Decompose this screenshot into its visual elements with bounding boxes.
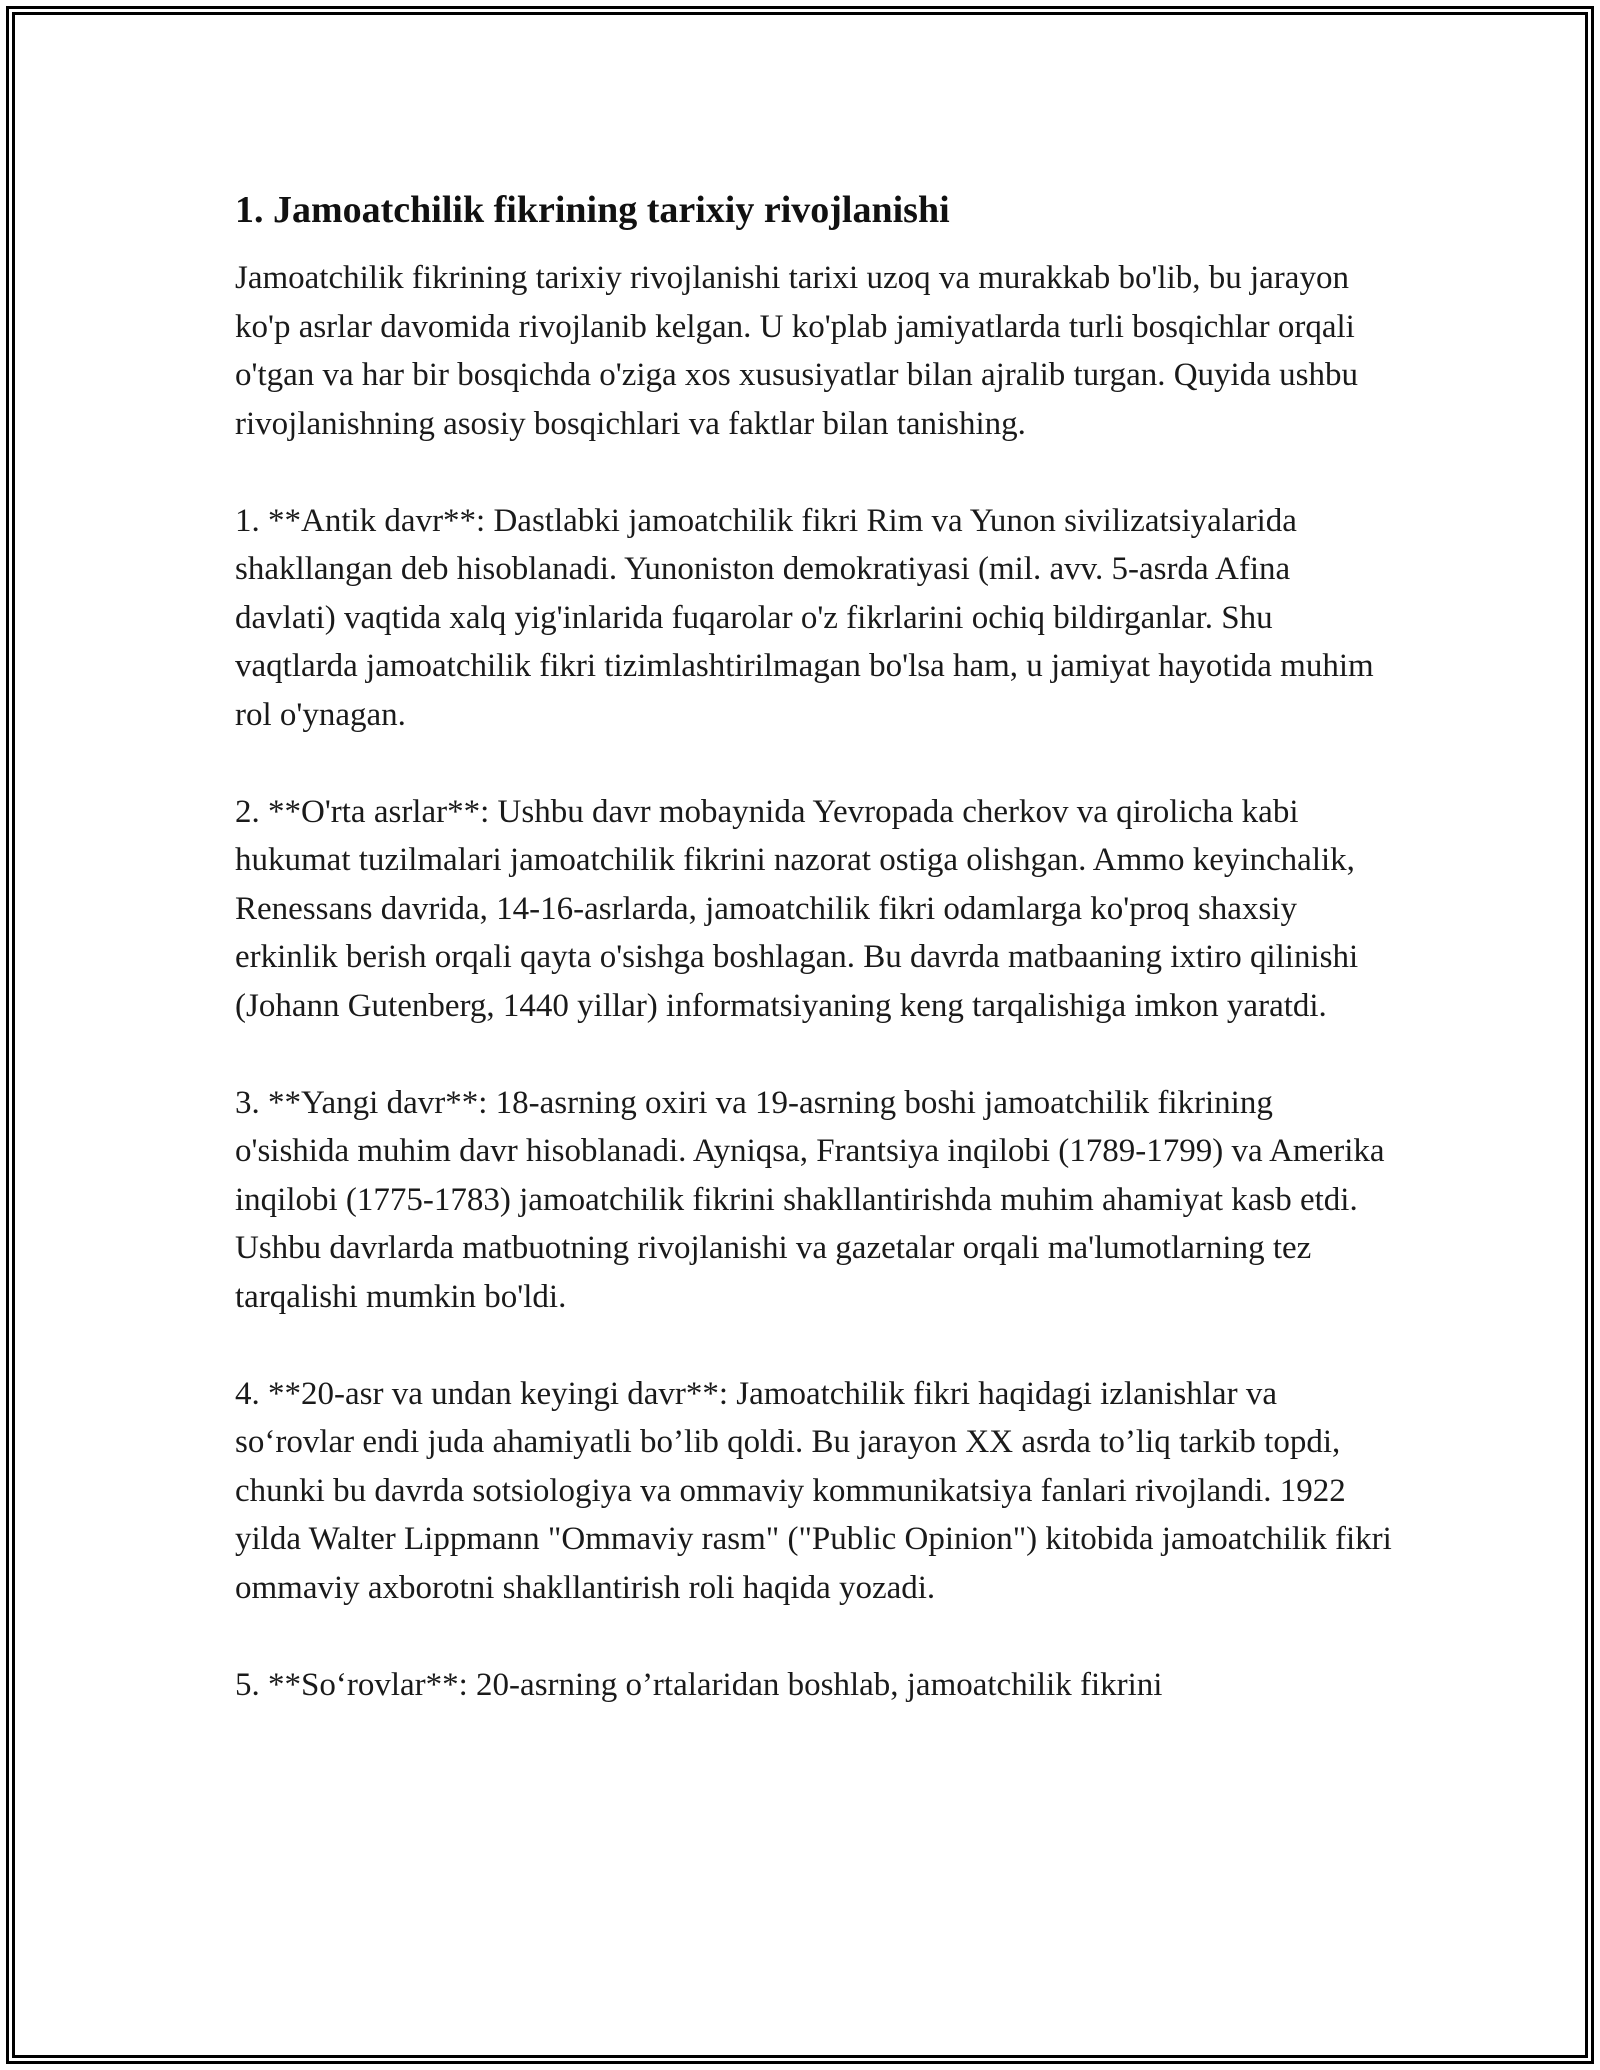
paragraph-antik-davr: 1. **Antik davr**: Dastlabki jamoatchilik fikri Rim va Yunon sivilizatsiyalarida shakllangan deb hisoblanadi. Yunoniston demokratiyasi (mil. avv. 5-asrda Afina davlati) vaqtida xalq yig'inlarida fuqarolar o'z fikrlarini ochiq bildirganlar. Shu vaqtlarda jamoatchilik fikri tizimlashtirilmagan bo'lsa ham, u jamiyat hayotida muhim rol o'ynagan. — [235, 502, 1374, 733]
paragraph-20-asr: 4. **20-asr va undan keyingi davr**: Jamoatchilik fikri haqidagi izlanishlar va so‘rovlar endi juda ahamiyatli bo’lib qoldi. Bu jarayon XX asrda to’liq tarkib topdi, chunki bu davrda sotsiologiya va ommaviy kommunikatsiya fanlari rivojlandi. 1922 yilda Walter Lippmann "Ommaviy rasm" ("Public Opinion") kitobida jamoatchilik fikri ommaviy axborotni shakllantirish roli haqida yozadi. — [235, 1375, 1392, 1606]
document-heading: 1. Jamoatchilik fikrining tarixiy rivojlanishi — [235, 189, 950, 231]
paragraph-sorovlar: 5. **So‘rovlar**: 20-asrning o’rtalaridan boshlab, jamoatchilik fikrini — [235, 1666, 1163, 1703]
document-body — [235, 186, 1395, 1758]
intro-paragraph: Jamoatchilik fikrining tarixiy rivojlanishi tarixi uzoq va murakkab bo'lib, bu jarayon ko'p asrlar davomida rivojlanib kelgan. U ko'plab jamiyatlarda turli bosqichlar orqali o'tgan va har bir bosqichda o'ziga xos xususiyatlar bilan ajralib turgan. Quyida ushbu rivojlanishning asosiy bosqichlari va faktlar bilan tanishing. — [235, 260, 1358, 442]
paragraph-yangi-davr: 3. **Yangi davr**: 18-asrning oxiri va 19-asrning boshi jamoatchilik fikrining o'sishida muhim davr hisoblanadi. Ayniqsa, Frantsiya inqilobi (1789-1799) va Amerika inqilobi (1775-1783) jamoatchilik fikrini shakllantirishda muhim ahamiyat kasb etdi. Ushbu davrlarda matbuotning rivojlanishi va gazetalar orqali ma'lumotlarning tez tarqalishi mumkin bo'ldi. — [235, 1084, 1385, 1315]
paragraph-orta-asrlar: 2. **O'rta asrlar**: Ushbu davr mobaynida Yevropada cherkov va qirolicha kabi hukumat tuzilmalari jamoatchilik fikrini nazorat ostiga olishgan. Ammo keyinchalik, Renessans davrida, 14-16-asrlarda, jamoatchilik fikri odamlarga ko'proq shaxsiy erkinlik berish orqali qayta o'sishga boshlagan. Bu davrda matbaaning ixtiro qilinishi (Johann Gutenberg, 1440 yillar) informatsiyaning keng tarqalishiga imkon yaratdi. — [235, 793, 1359, 1024]
